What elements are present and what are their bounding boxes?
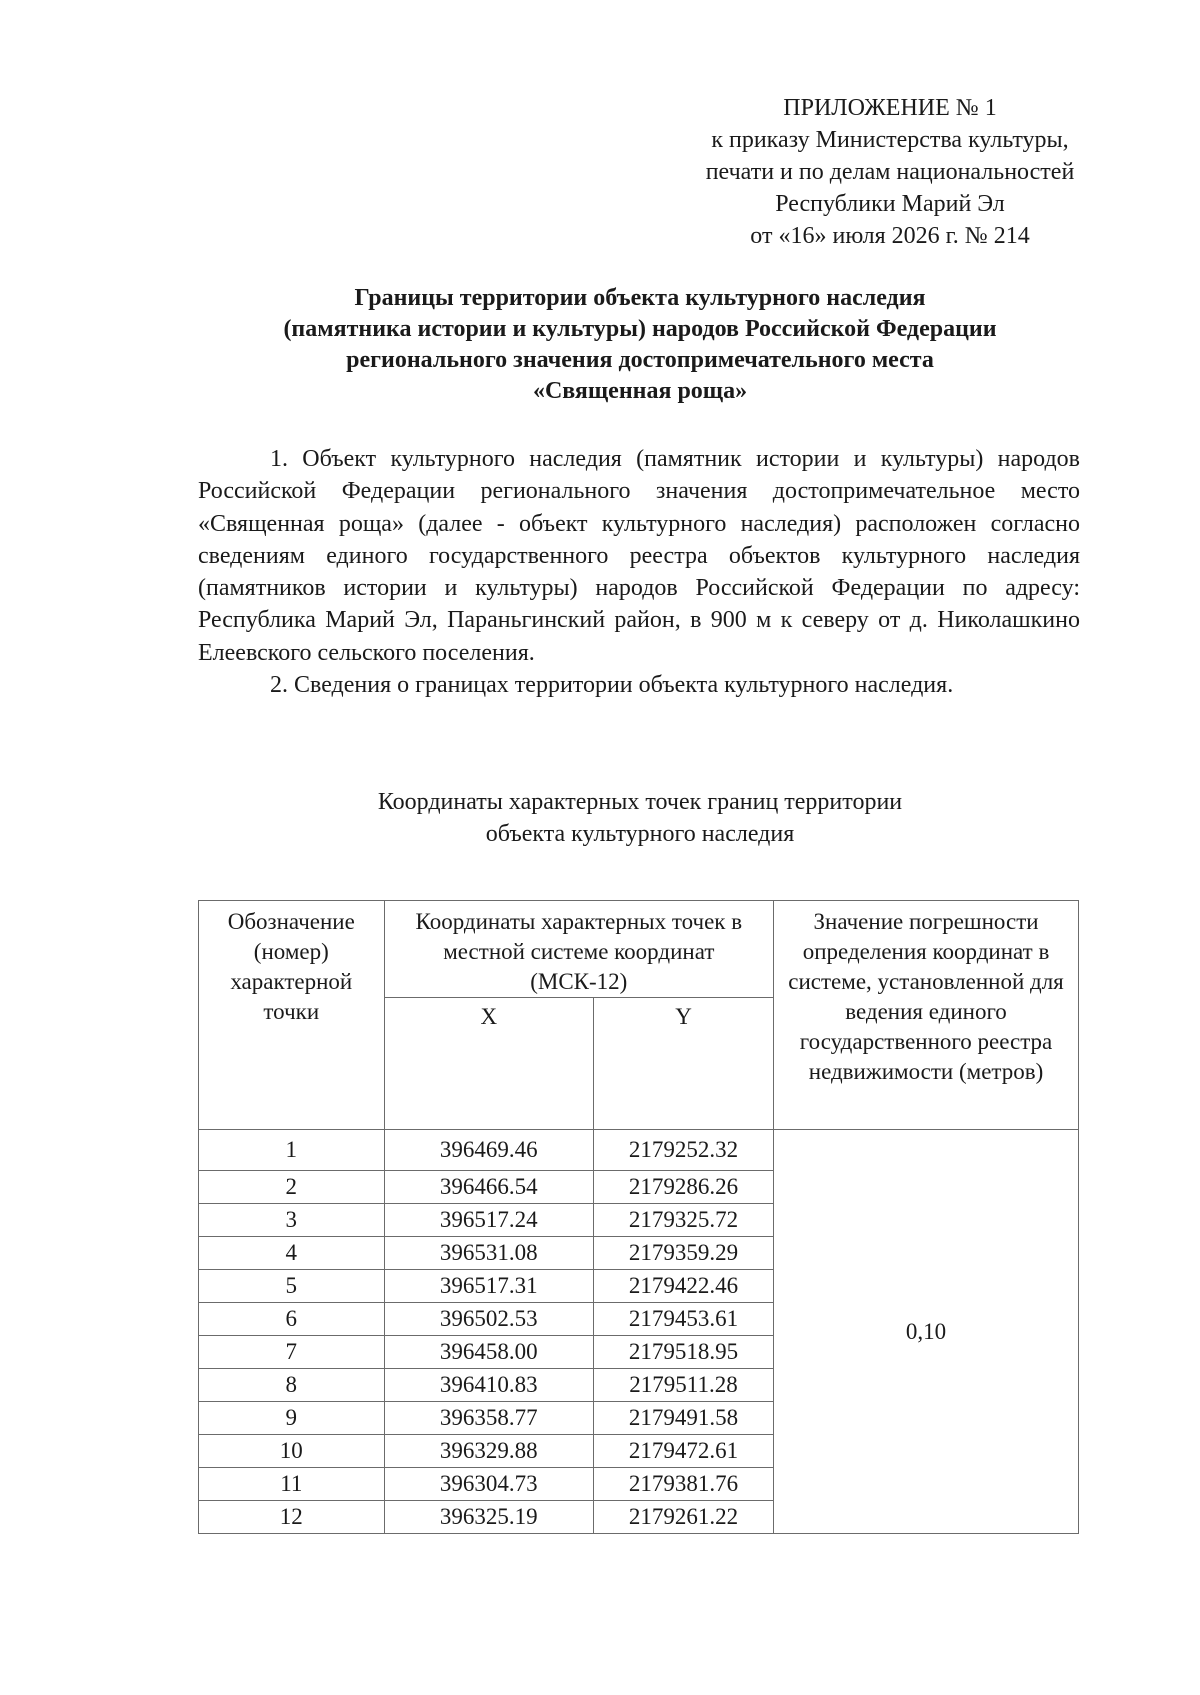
- coord-x: 396517.31: [384, 1270, 593, 1303]
- coord-y: 2179511.28: [593, 1369, 773, 1402]
- coord-y: 2179422.46: [593, 1270, 773, 1303]
- appendix-date: от «16» июля 2026 г. № 214: [750, 223, 1030, 249]
- coord-x: 396469.46: [384, 1130, 593, 1171]
- header-y: Y: [593, 998, 773, 1130]
- point-number: 12: [199, 1501, 385, 1534]
- coord-y: 2179286.26: [593, 1171, 773, 1204]
- point-number: 8: [199, 1369, 385, 1402]
- point-number: 10: [199, 1435, 385, 1468]
- coord-x: 396517.24: [384, 1204, 593, 1237]
- error-value: 0,10: [774, 1130, 1079, 1534]
- title-line-3: регионального значения достопримечательного места: [346, 347, 934, 373]
- point-number: 5: [199, 1270, 385, 1303]
- point-number: 1: [199, 1130, 385, 1171]
- coord-y: 2179325.72: [593, 1204, 773, 1237]
- coord-x: 396304.73: [384, 1468, 593, 1501]
- table-row: [199, 1130, 1079, 1171]
- point-number: 7: [199, 1336, 385, 1369]
- table-caption-line-1: Координаты характерных точек границ территории: [377, 789, 903, 815]
- coord-y: 2179453.61: [593, 1303, 773, 1336]
- point-number: 2: [199, 1171, 385, 1204]
- appendix-ministry: печати и по делам национальностей: [705, 159, 1075, 185]
- coord-x: 396458.00: [384, 1336, 593, 1369]
- appendix-order-ref: к приказу Министерства культуры,: [711, 127, 1069, 153]
- point-number: 11: [199, 1468, 385, 1501]
- appendix-number: ПРИЛОЖЕНИЕ № 1: [783, 95, 997, 121]
- document-title: [160, 283, 1120, 407]
- header-x: X: [384, 998, 593, 1130]
- appendix-header: [640, 92, 1140, 252]
- title-line-1: Границы территории объекта культурного наследия: [354, 285, 926, 311]
- title-line-2: (памятника истории и культуры) народов Российской Федерации: [283, 316, 997, 342]
- coord-y: 2179472.61: [593, 1435, 773, 1468]
- coord-y: 2179518.95: [593, 1336, 773, 1369]
- coord-y: 2179491.58: [593, 1402, 773, 1435]
- coord-x: 396466.54: [384, 1171, 593, 1204]
- coord-x: 396325.19: [384, 1501, 593, 1534]
- coordinates-table: [198, 900, 1079, 1534]
- point-number: 4: [199, 1237, 385, 1270]
- coord-x: 396531.08: [384, 1237, 593, 1270]
- table-caption: [200, 786, 1080, 850]
- coord-y: 2179381.76: [593, 1468, 773, 1501]
- body-text: [198, 443, 1080, 701]
- coord-y: 2179261.22: [593, 1501, 773, 1534]
- appendix-republic: Республики Марий Эл: [775, 191, 1005, 217]
- table-caption-line-2: объекта культурного наследия: [485, 821, 795, 847]
- coord-y: 2179252.32: [593, 1130, 773, 1171]
- coord-x: 396502.53: [384, 1303, 593, 1336]
- header-point-number: Обозначение (номер) характерной точки: [199, 901, 385, 1130]
- paragraph-1: 1. Объект культурного наследия (памятник истории и культуры) народов Российской Федерации регионального значения достопримечательное место «Священная роща» (далее - объект культурного наследия) расположен согласно сведениям единого государственного реестра объектов культурного наследия (памятников истории и культуры) народов Российской Федерации по адресу: Республика Марий Эл, Параньгинский район, в 900 м к северу от д. Николашкино Елеевского сельского поселения.: [198, 446, 1080, 666]
- point-number: 9: [199, 1402, 385, 1435]
- header-coordinates: Координаты характерных точек в местной системе координат (МСК-12): [384, 901, 774, 998]
- coord-x: 396329.88: [384, 1435, 593, 1468]
- coord-x: 396410.83: [384, 1369, 593, 1402]
- point-number: 6: [199, 1303, 385, 1336]
- coord-x: 396358.77: [384, 1402, 593, 1435]
- title-line-4: «Священная роща»: [532, 378, 748, 404]
- paragraph-2: 2. Сведения о границах территории объекта культурного наследия.: [270, 672, 954, 699]
- header-error: Значение погрешности определения координат в системе, установленной для ведения единого государственного реестра недвижимости (метров): [774, 901, 1079, 1130]
- coord-y: 2179359.29: [593, 1237, 773, 1270]
- point-number: 3: [199, 1204, 385, 1237]
